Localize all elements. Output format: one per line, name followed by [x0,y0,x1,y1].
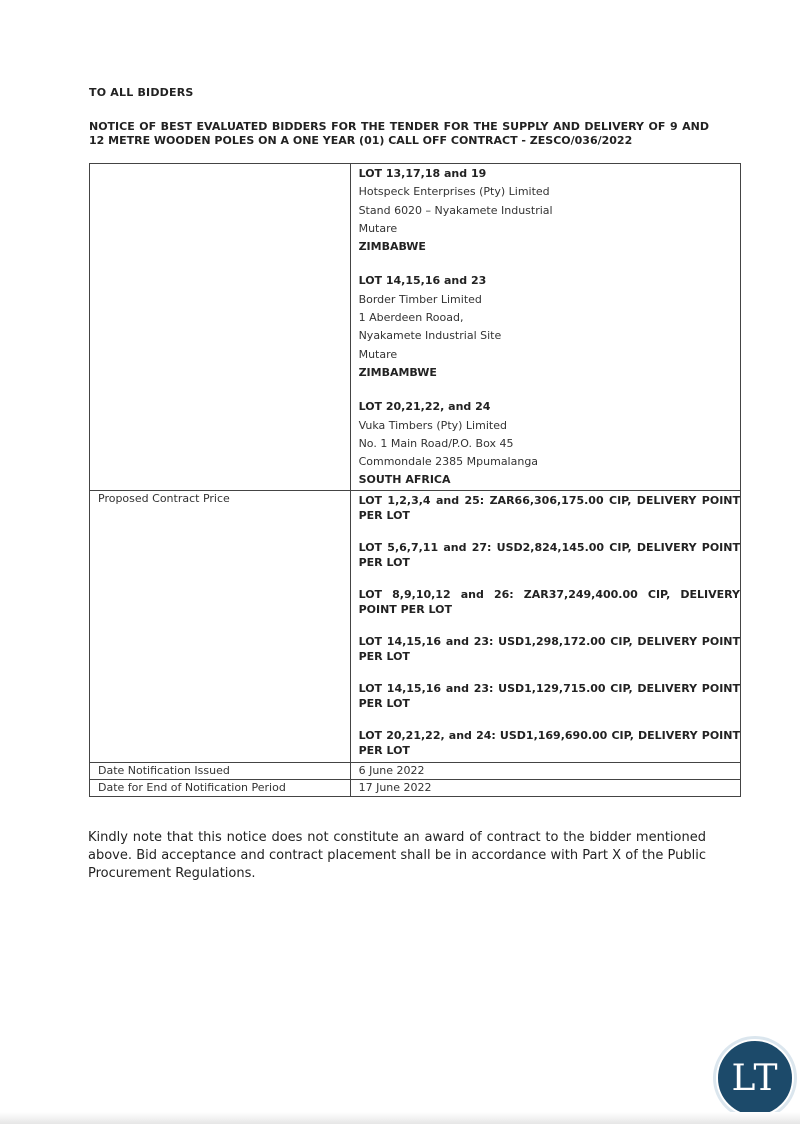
bidder-country: SOUTH AFRICA [358,473,451,487]
bidders-value-cell [350,164,740,491]
price-item: LOT 14,15,16 and 23: USD1,129,715.00 CIP, DELIVERY POINT PER LOT [358,681,740,710]
bidder-address-line: Stand 6020 – Nyakamete Industrial [358,203,553,217]
bidder-block [359,272,740,382]
price-item: LOT 5,6,7,11 and 27: USD2,824,145.00 CIP, DELIVERY POINT PER LOT [358,540,740,569]
bidder-address-line: Border Timber Limited [358,292,482,306]
bidder-lot: LOT 13,17,18 and 19 [358,167,487,180]
bidder-address-line: 1 Aberdeen Rooad, [358,311,464,325]
price-item: LOT 1,2,3,4 and 25: ZAR66,306,175.00 CIP, DELIVERY POINT PER LOT [358,493,740,522]
bidder-address-line: Vuka Timbers (Pty) Limited [358,418,507,432]
bidders-label-cell [90,164,351,491]
price-item: LOT 20,21,22, and 24: USD1,169,690.00 CIP, DELIVERY POINT PER LOT [358,728,740,757]
lt-logo [713,1036,797,1120]
bidder-address-line: Mutare [358,221,398,235]
lt-logo-badge: LT [716,1039,794,1117]
scan-edge-divider [0,1112,800,1124]
bidder-address-line: Mutare [358,347,398,361]
date-issued-row [90,762,741,779]
price-value-cell [350,490,740,762]
price-item: LOT 8,9,10,12 and 26: ZAR37,249,400.00 CIP, DELIVERY POINT PER LOT [358,587,740,616]
bidder-lot: LOT 14,15,16 and 23 [358,274,487,288]
bidder-address-line: Hotspeck Enterprises (Pty) Limited [358,185,550,199]
date-end-row [90,779,741,796]
date-issued-value: 6 June 2022 [350,762,740,779]
bidder-address-line: Commondale 2385 Mpumalanga [358,455,539,469]
bidder-lot: LOT 20,21,22, and 24 [358,400,491,414]
bidder-block [359,165,740,256]
date-end-label: Date for End of Notification Period [90,779,351,796]
price-label: Proposed Contract Price [90,490,351,762]
bidder-address-line: No. 1 Main Road/P.O. Box 45 [358,436,514,450]
bidder-address-line: Nyakamete Industrial Site [358,329,502,343]
bidders-table [89,163,741,797]
price-item: LOT 14,15,16 and 23: USD1,298,172.00 CIP, DELIVERY POINT PER LOT [358,634,740,663]
bidder-country: ZIMBAMBWE [358,365,437,379]
disclaimer-note: Kindly note that this notice does not constitute an award of contract to the bidder mentioned above. Bid acceptance and contract placement shall be in accordance with Part X of the Public Procurement Regulations. [88,830,706,881]
price-row [90,490,741,762]
date-issued-label: Date Notification Issued [90,762,351,779]
date-end-value: 17 June 2022 [350,779,740,796]
notice-title: NOTICE OF BEST EVALUATED BIDDERS FOR THE TENDER FOR THE SUPPLY AND DELIVERY OF 9 AND 12 METRE WOODEN POLES ON A ONE YEAR (01) CALL OFF CONTRACT - ZESCO/036/2022 [89,120,709,147]
bidders-row [90,164,741,491]
bidder-country: ZIMBABWE [358,240,426,254]
addressee-heading: TO ALL BIDDERS [89,86,194,99]
bidder-block [359,398,740,489]
